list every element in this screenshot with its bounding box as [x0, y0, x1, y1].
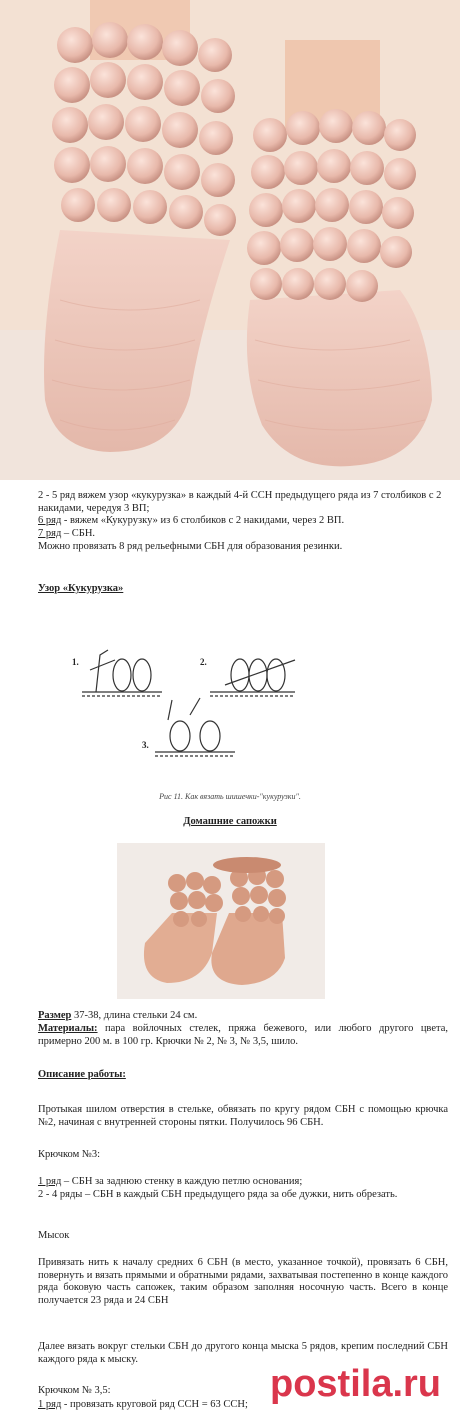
paragraph-around: Далее вязать вокруг стельки СБН до другого конца мыска 5 рядов, крепим последний СБН каждого ряда к мыску. — [38, 1341, 448, 1365]
row-6-label: 6 ряд — [38, 515, 62, 526]
hook-3-heading: Крючком №3: — [38, 1149, 101, 1160]
row-1b-text: - провязать круговой ряд ССН = 63 ССН; — [61, 1399, 248, 1410]
rows-2-4-line: 2 - 4 ряды – СБН в каждый СБН предыдущего ряда за обе дужки, нить обрезать. — [38, 1189, 398, 1200]
row-1b-label: 1 ряд — [38, 1399, 62, 1410]
watermark-text: postila.ru — [270, 1363, 442, 1405]
hook-35-heading: Крючком № 3,5: — [38, 1385, 111, 1396]
small-boots-photo — [117, 843, 325, 999]
step-1-label: 1. — [72, 657, 79, 667]
step-3-label: 3. — [142, 740, 149, 750]
materials-label: Материалы: — [38, 1023, 98, 1034]
row-1-text: – СБН за заднюю стенку в каждую петлю основания; — [61, 1176, 303, 1187]
stitch-diagram — [60, 640, 320, 770]
work-title: Описание работы: — [38, 1069, 126, 1080]
size-line — [38, 1010, 448, 1023]
boots-photo — [0, 0, 460, 480]
step-2-label: 2. — [200, 657, 207, 667]
text-row-6 — [38, 515, 448, 528]
row-7-text: – СБН. — [61, 528, 96, 539]
materials-text: пара войлочных стелек, пряжа бежевого, или любого другого цвета, примерно 200 м. в 100 гр. Крючки № 2, № 3, № 3,5, шило. — [38, 1023, 448, 1047]
paragraph-toe: Привязать нить к началу средних 6 СБН (в место, указанное точкой), провязать 6 СБН, повернуть и вязать прямыми и обратными рядами, захватывая постепенно в конце каждого ряда боковую часть сапожек, таким образом заполняя носочную часть. Всего в конце получается 23 ряда и 24 СБН — [38, 1257, 448, 1306]
row-1-label: 1 ряд — [38, 1176, 62, 1187]
figure-caption: Рис 11. Как вязать шишечки-"кукурузки". — [159, 792, 301, 801]
watermark-logo — [266, 1338, 460, 1418]
boots-illustration — [0, 0, 460, 480]
materials-line — [38, 1023, 448, 1048]
paragraph-insole: Протыкая шилом отверстия в стельке, обвязать по кругу рядом СБН с помощью крючка №2, начиная с внутренней стороны пятки. Получилось 96 СБН. — [38, 1104, 448, 1128]
document-body — [0, 480, 460, 1421]
stitch-drawings — [60, 640, 320, 770]
section-title: Домашние сапожки — [183, 816, 277, 827]
size-label: Размер — [38, 1010, 72, 1021]
size-text: 37-38, длина стельки 24 см. — [71, 1010, 198, 1021]
text-row-2-5: 2 - 5 ряд вяжем узор «кукурузка» в каждый 4-й ССН предыдущего ряда из 7 столбиков с 2 накидами, чередуя 3 ВП; — [38, 490, 442, 514]
row-6-text: - вяжем «Кукурузку» из 6 столбиков с 2 накидами, через 2 ВП. — [61, 515, 345, 526]
toe-heading: Мысок — [38, 1230, 70, 1241]
postila-watermark — [266, 1338, 460, 1418]
row-7-label: 7 ряд — [38, 528, 62, 539]
pattern-title: Узор «Кукурузка» — [38, 583, 124, 594]
text-row-8: Можно провязать 8 ряд рельефными СБН для образования резинки. — [38, 541, 343, 552]
text-row-7 — [38, 528, 448, 541]
small-boots-illustration — [117, 843, 325, 999]
row-1-line — [38, 1176, 448, 1189]
